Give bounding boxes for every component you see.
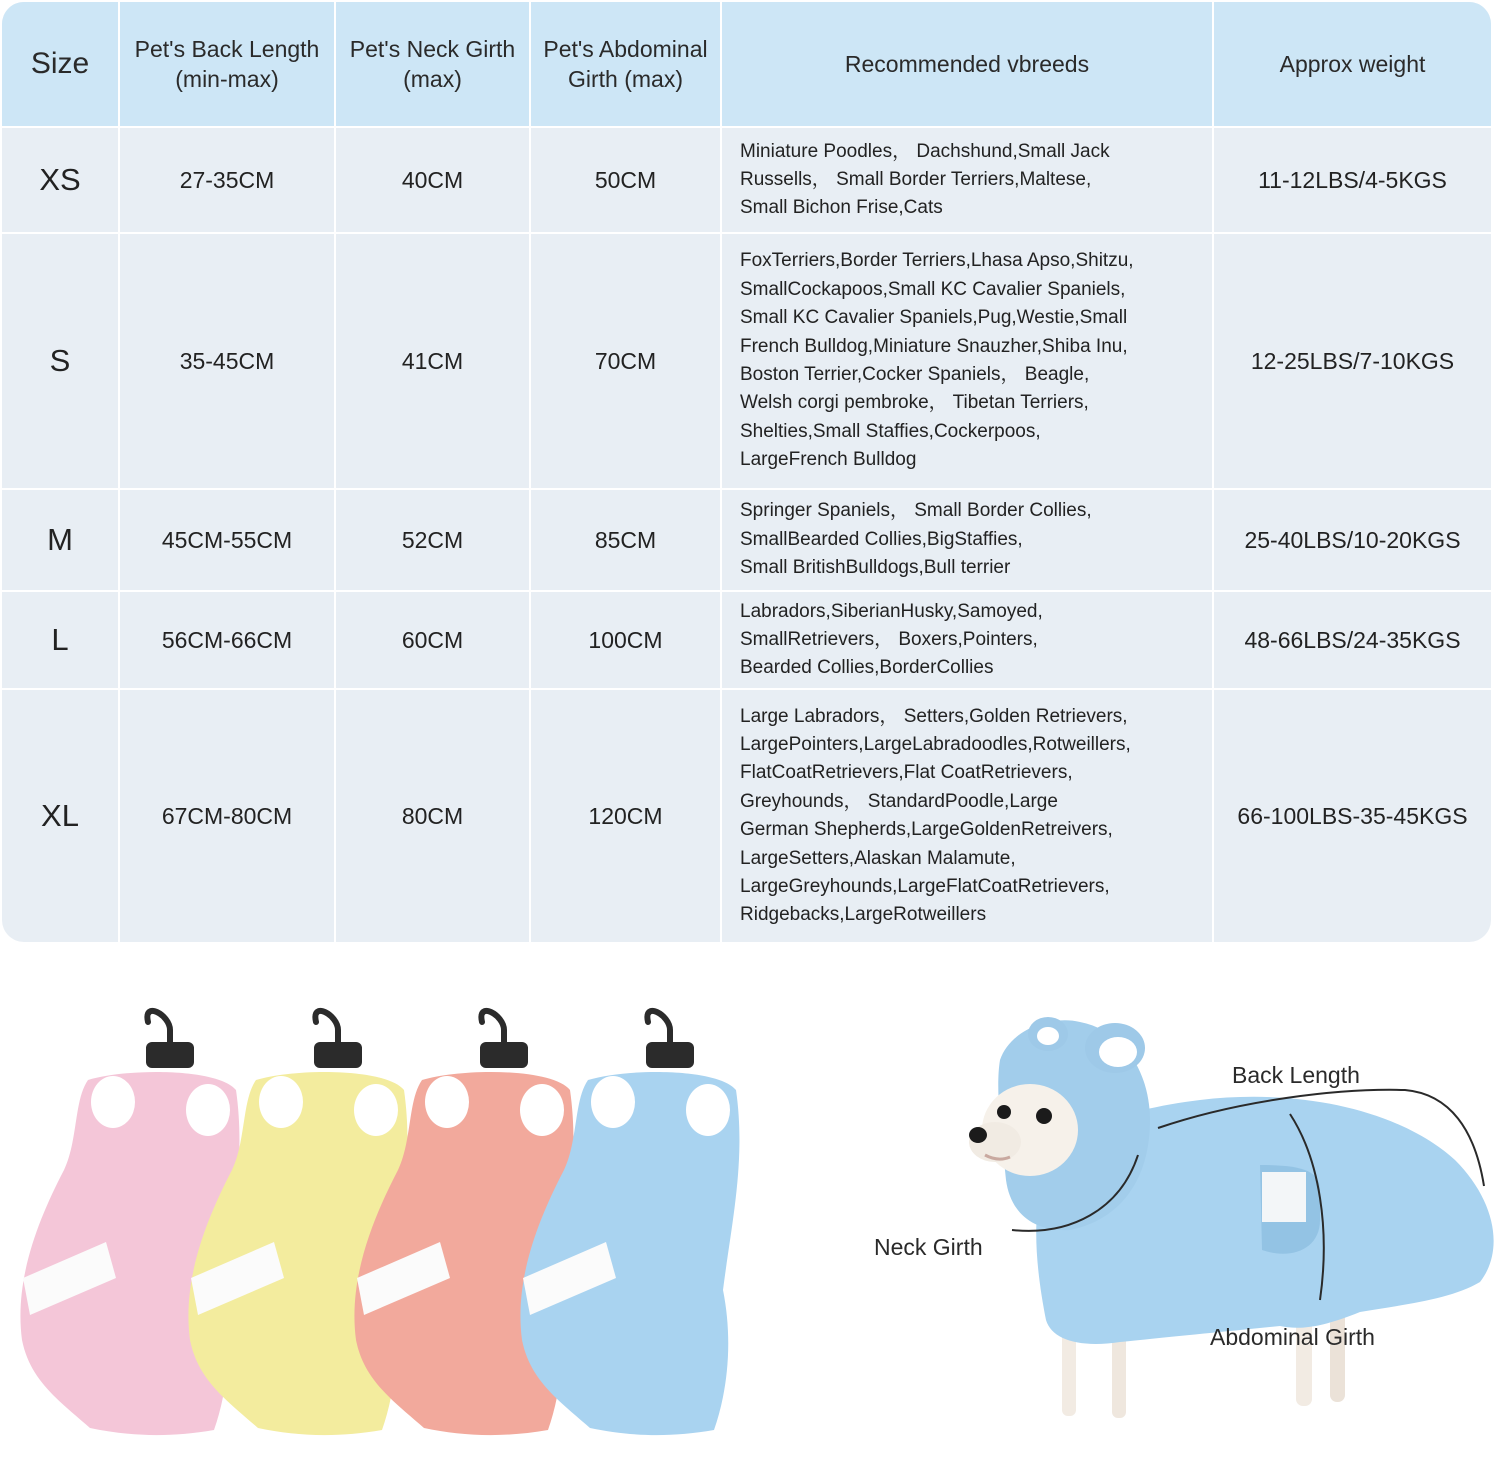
abdominal-girth-cell: 70CM xyxy=(530,233,721,489)
header-neck-girth: Pet's Neck Girth (max) xyxy=(335,2,530,127)
dog-leg xyxy=(1062,1330,1076,1416)
breed-line: SmallBearded Collies,BigStaffies, xyxy=(740,528,1023,550)
table-row xyxy=(2,233,1491,489)
hanger-clip xyxy=(146,1042,194,1068)
breed-line: Greyhounds， StandardPoodle,Large xyxy=(740,790,1058,812)
velcro-patch xyxy=(1262,1172,1306,1222)
header-breeds: Recommended vbreeds xyxy=(721,2,1213,127)
towel xyxy=(520,1011,739,1435)
breed-line: Large Labradors， Setters,Golden Retrievers, xyxy=(740,705,1128,727)
hood-ear-inner xyxy=(1099,1037,1137,1067)
towel-ear xyxy=(259,1076,303,1128)
breed-line: SmallCockapoos,Small KC Cavalier Spaniels, xyxy=(740,278,1126,300)
neck-girth-cell: 40CM xyxy=(335,127,530,233)
abdominal-girth-cell: 120CM xyxy=(530,689,721,942)
breed-line: Springer Spaniels， Small Border Collies, xyxy=(740,500,1092,522)
towel-ear xyxy=(520,1084,564,1136)
breed-line: Russells， Small Border Terriers,Maltese, xyxy=(740,168,1092,190)
breed-line: Bearded Collies,BorderCollies xyxy=(740,657,994,679)
breed-line: Miniature Poodles， Dachshund,Small Jack xyxy=(740,140,1110,162)
size-cell: S xyxy=(2,233,119,489)
towel-ear xyxy=(591,1076,635,1128)
neck-girth-cell: 80CM xyxy=(335,689,530,942)
weight-cell: 25-40LBS/10-20KGS xyxy=(1213,489,1491,591)
size-cell: L xyxy=(2,591,119,689)
header-back-length: Pet's Back Length (min-max) xyxy=(119,2,335,127)
table-row xyxy=(2,689,1491,942)
header-size: Size xyxy=(2,2,119,127)
breed-line: Small BritishBulldogs,Bull terrier xyxy=(740,557,1011,579)
abdominal-girth-cell: 85CM xyxy=(530,489,721,591)
towel-ear xyxy=(354,1084,398,1136)
neck-girth-cell: 52CM xyxy=(335,489,530,591)
breed-line: LargeGreyhounds,LargeFlatCoatRetrievers, xyxy=(740,875,1110,897)
towel-ear xyxy=(186,1084,230,1136)
breed-line: FoxTerriers,Border Terriers,Lhasa Apso,Shitzu, xyxy=(740,250,1134,272)
hanging-towels xyxy=(20,1011,739,1435)
back-length-label: Back Length xyxy=(1232,1062,1360,1088)
breed-line: Small Bichon Frise,Cats xyxy=(740,197,943,219)
breed-line: Small KC Cavalier Spaniels,Pug,Westie,Small xyxy=(740,307,1128,329)
table-row xyxy=(2,127,1491,233)
weight-cell: 12-25LBS/7-10KGS xyxy=(1213,233,1491,489)
size-cell: XL xyxy=(2,689,119,942)
dog-eye xyxy=(997,1105,1011,1119)
hood-ear-inner xyxy=(1037,1027,1059,1045)
abdominal-girth-cell: 50CM xyxy=(530,127,721,233)
breeds-cell xyxy=(721,127,1213,233)
weight-cell: 11-12LBS/4-5KGS xyxy=(1213,127,1491,233)
header-row xyxy=(2,2,1491,127)
dog-nose xyxy=(969,1127,987,1143)
abdominal-girth-label: Abdominal Girth xyxy=(1210,1324,1375,1350)
breed-line: Ridgebacks,LargeRotweillers xyxy=(740,904,987,926)
hanger-clip xyxy=(646,1042,694,1068)
header-abdominal-girth: Pet's Abdominal Girth (max) xyxy=(530,2,721,127)
breeds-cell xyxy=(721,233,1213,489)
breeds-cell xyxy=(721,591,1213,689)
neck-girth-cell: 41CM xyxy=(335,233,530,489)
back-length-cell: 67CM-80CM xyxy=(119,689,335,942)
back-length-cell: 45CM-55CM xyxy=(119,489,335,591)
weight-cell: 48-66LBS/24-35KGS xyxy=(1213,591,1491,689)
neck-girth-cell: 60CM xyxy=(335,591,530,689)
size-cell: M xyxy=(2,489,119,591)
breeds-cell xyxy=(721,689,1213,942)
breed-line: Labradors,SiberianHusky,Samoyed, xyxy=(740,600,1043,622)
breed-line: FlatCoatRetrievers,Flat CoatRetrievers, xyxy=(740,762,1073,784)
towel-ear xyxy=(686,1084,730,1136)
hanger-clip xyxy=(314,1042,362,1068)
product-svg xyxy=(0,960,1500,1466)
product-illustration xyxy=(0,960,1500,1466)
size-cell: XS xyxy=(2,127,119,233)
towel-ear xyxy=(91,1076,135,1128)
breeds-cell xyxy=(721,489,1213,591)
abdominal-girth-cell: 100CM xyxy=(530,591,721,689)
back-length-cell: 27-35CM xyxy=(119,127,335,233)
back-length-cell: 56CM-66CM xyxy=(119,591,335,689)
breed-line: German Shepherds,LargeGoldenRetreivers, xyxy=(740,819,1113,841)
neck-girth-label: Neck Girth xyxy=(874,1234,983,1260)
dog-eye xyxy=(1036,1108,1052,1124)
hanger-clip xyxy=(480,1042,528,1068)
size-chart-table xyxy=(2,2,1491,942)
breed-line: Boston Terrier,Cocker Spaniels， Beagle, xyxy=(740,364,1090,386)
breed-line: LargeSetters,Alaskan Malamute, xyxy=(740,847,1016,869)
weight-cell: 66-100LBS-35-45KGS xyxy=(1237,802,1468,829)
breed-line: LargePointers,LargeLabradoodles,Rotweillers, xyxy=(740,733,1131,755)
dog-leg xyxy=(1112,1336,1126,1418)
towel-ear xyxy=(425,1076,469,1128)
breed-line: SmallRetrievers， Boxers,Pointers, xyxy=(740,629,1038,651)
breed-line: Welsh corgi pembroke， Tibetan Terriers, xyxy=(740,392,1089,414)
header-weight: Approx weight xyxy=(1213,2,1491,127)
table-row xyxy=(2,591,1491,689)
breed-line: Shelties,Small Staffies,Cockerpoos, xyxy=(740,420,1041,442)
back-length-cell: 35-45CM xyxy=(119,233,335,489)
breed-line: French Bulldog,Miniature Snauzher,Shiba Inu, xyxy=(740,335,1128,357)
breed-line: LargeFrench Bulldog xyxy=(740,449,917,471)
table-row xyxy=(2,489,1491,591)
